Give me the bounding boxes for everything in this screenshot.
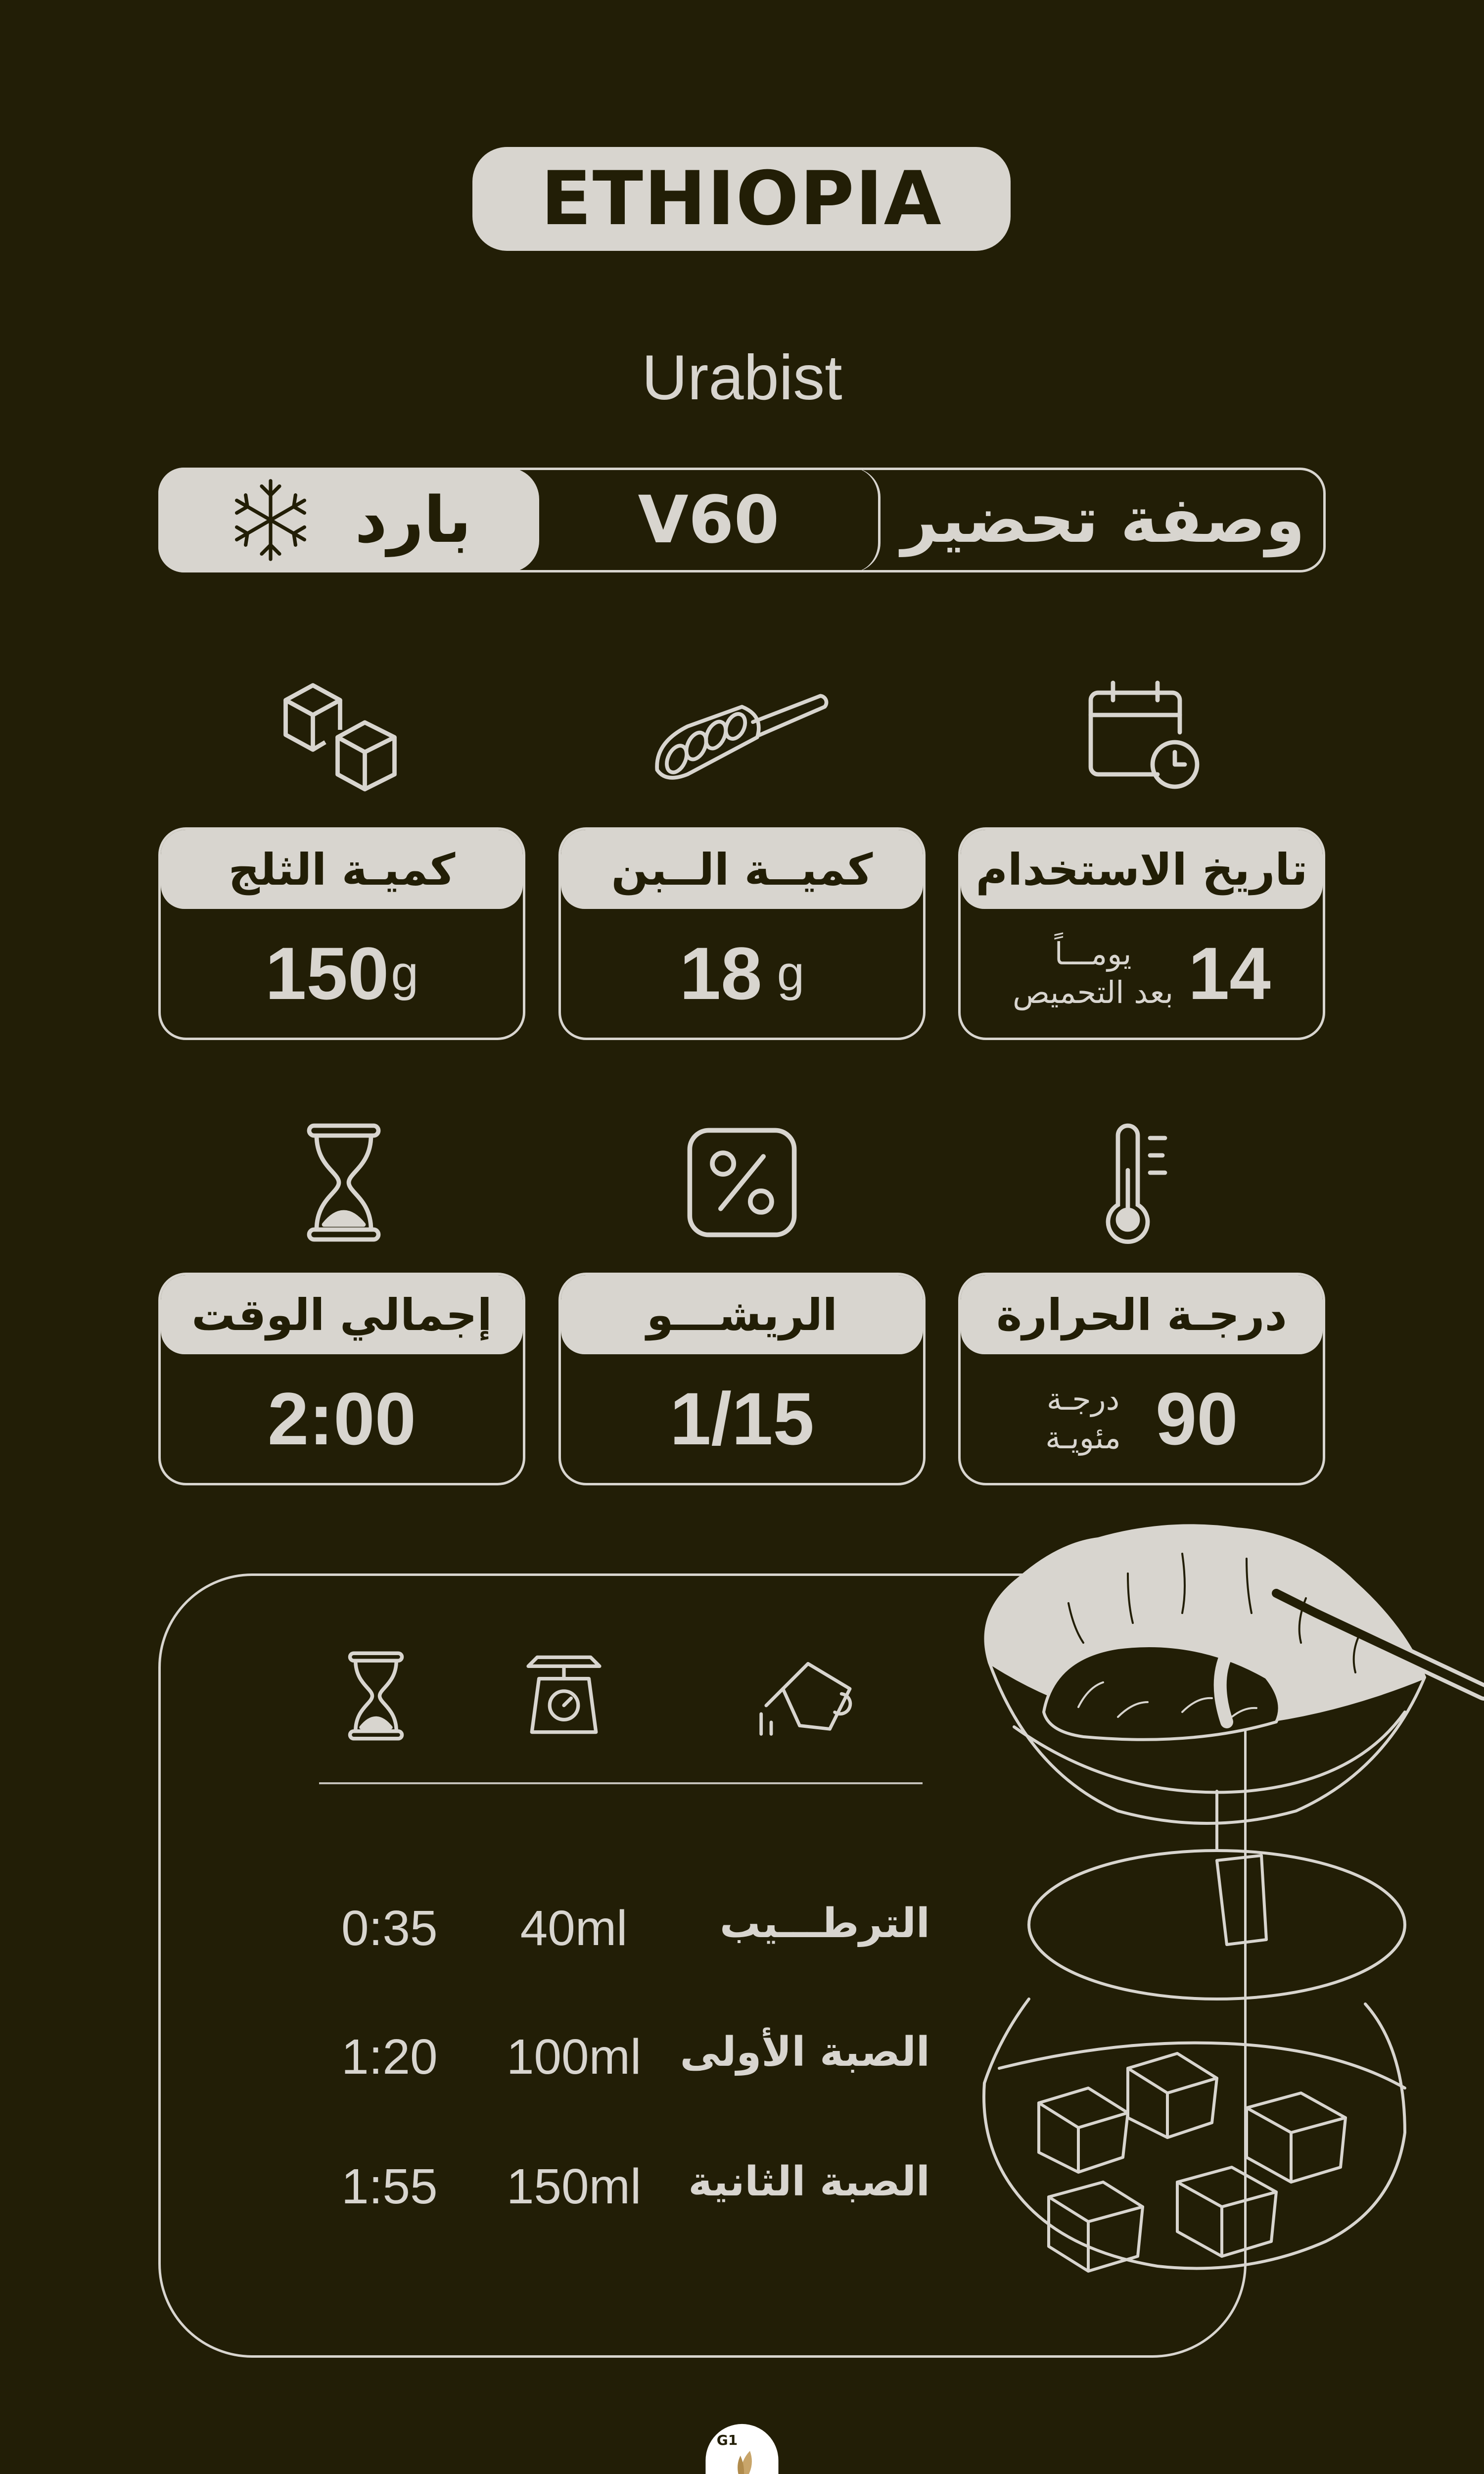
step-amount: 150ml xyxy=(506,2159,642,2214)
step-name: الترطـــيب xyxy=(720,1900,930,1947)
temperature-style-segment xyxy=(158,468,539,572)
total-time-value: 2:00 xyxy=(267,1377,417,1460)
variety-subtitle: Urabist xyxy=(642,342,842,413)
ice-amount-unit: g xyxy=(391,945,418,1001)
device-label: V60 xyxy=(539,468,881,572)
temperature-label: درجـة الحرارة xyxy=(961,1275,1323,1354)
ice-amount-label: كميـة الثلج xyxy=(161,830,523,909)
temperature-style-label: بارد xyxy=(355,483,471,557)
temperature-value: 90 xyxy=(1155,1377,1238,1460)
step-row-second-pour xyxy=(307,2158,930,2228)
recipe-label: وصفة تحضير xyxy=(901,483,1305,557)
hourglass-icon xyxy=(346,1648,406,1744)
v60-illustration xyxy=(970,1514,1484,2410)
percent-icon xyxy=(683,1123,801,1242)
step-time: 1:20 xyxy=(341,2029,438,2085)
usage-date-value: 14 xyxy=(1188,931,1271,1015)
step-amount: 40ml xyxy=(520,1901,628,1956)
step-row-bloom xyxy=(307,1900,930,1969)
step-amount: 100ml xyxy=(506,2029,642,2085)
calendar-clock-icon xyxy=(1081,675,1205,799)
coffee-amount-label: كميــة الــبن xyxy=(561,830,923,909)
hourglass-icon xyxy=(304,1121,383,1244)
ratio-label: الريشـــو xyxy=(561,1275,923,1354)
country-title: ETHIOPIA xyxy=(472,147,1011,251)
temperature-card xyxy=(958,1273,1325,1485)
total-time-card xyxy=(158,1273,525,1485)
schedule-divider xyxy=(319,1782,923,1784)
ice-cubes-icon xyxy=(275,673,413,797)
temperature-note: درجـة مئويـة xyxy=(1045,1381,1121,1456)
brand-badge: G1 xyxy=(716,2432,738,2448)
step-name: الصبة الثانية xyxy=(688,2158,930,2205)
pour-kettle-icon xyxy=(749,1655,858,1739)
step-time: 0:35 xyxy=(341,1901,438,1956)
coffee-scoop-icon xyxy=(643,683,841,792)
usage-date-note: يومـــاً بعد التحميص xyxy=(1013,936,1173,1010)
coffee-amount-card xyxy=(558,827,926,1040)
usage-date-card xyxy=(958,827,1325,1040)
ratio-card xyxy=(558,1273,926,1485)
ratio-value: 1/15 xyxy=(670,1377,814,1460)
total-time-label: إجمالي الوقت xyxy=(161,1275,523,1354)
snowflake-icon xyxy=(226,476,315,565)
step-row-first-pour xyxy=(307,2029,930,2098)
step-name: الصبة الأولى xyxy=(680,2029,930,2076)
ice-amount-value: 150 xyxy=(265,931,389,1015)
thermometer-icon xyxy=(1101,1121,1175,1244)
ice-amount-card xyxy=(158,827,525,1040)
scale-icon xyxy=(519,1650,608,1739)
usage-date-label: تاريخ الاستخدام xyxy=(961,830,1323,909)
coffee-amount-value: 18 xyxy=(679,931,762,1015)
step-time: 1:55 xyxy=(341,2159,438,2214)
coffee-amount-unit: g xyxy=(777,945,805,1001)
